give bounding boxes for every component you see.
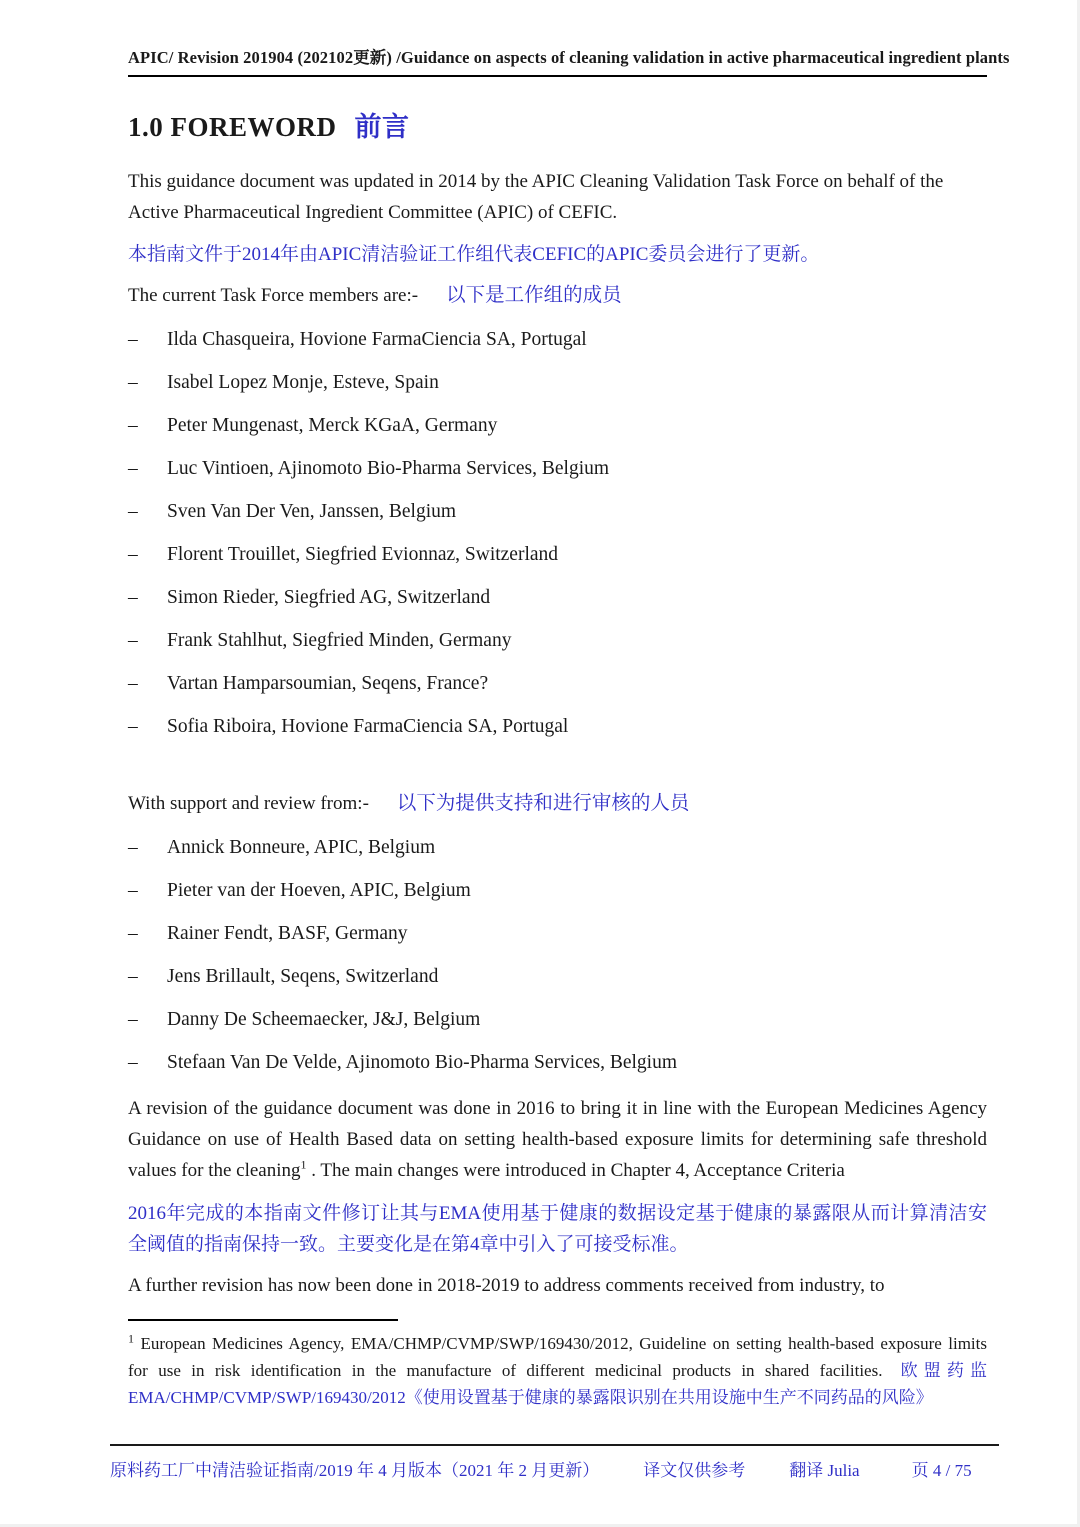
dash-bullet: – — [128, 415, 138, 436]
list-item — [128, 585, 987, 611]
member-text: Ilda Chasqueira, Hovione FarmaCiencia SA, Portugal — [167, 329, 587, 350]
list-item — [128, 671, 987, 697]
dash-bullet: – — [128, 880, 138, 901]
member-text: Sven Van Der Ven, Janssen, Belgium — [167, 501, 457, 522]
footnote-text-zh: 欧盟药监 EMA/CHMP/CVMP/SWP/169430/2012《使用设置基于健康的暴露限识别在共用设施中生产不同药品的风险》 — [128, 1361, 987, 1407]
list-item — [128, 327, 987, 353]
revision-text-before-ref: A revision of the guidance document was done in 2016 to bring it in line with the European Medicines Agency Guidance on use of Health Based data on setting health-based exposure limits for determining safe threshold values for the cleaning — [128, 1098, 987, 1181]
member-text: Pieter van der Hoeven, APIC, Belgium — [167, 880, 471, 901]
intro-paragraph-zh: 本指南文件于2014年由APIC清洁验证工作组代表CEFIC的APIC委员会进行了更新。 — [128, 244, 820, 265]
dash-bullet: – — [128, 923, 138, 944]
revision-2016-paragraph — [128, 1093, 987, 1186]
support-label — [128, 789, 987, 819]
section-title-zh: 前言 — [354, 112, 410, 142]
dash-bullet: – — [128, 630, 138, 651]
member-text: Danny De Scheemaecker, J&J, Belgium — [167, 1009, 481, 1030]
list-item — [128, 1007, 987, 1033]
dash-bullet: – — [128, 587, 138, 608]
section-title-en: 1.0 FOREWORD — [128, 112, 337, 142]
task-force-member-list — [128, 327, 987, 740]
dash-bullet: – — [128, 837, 138, 858]
task-force-label-zh: 以下是工作组的成员 — [446, 285, 622, 306]
member-text: Luc Vintioen, Ajinomoto Bio-Pharma Services, Belgium — [167, 458, 610, 479]
member-text: Annick Bonneure, APIC, Belgium — [167, 837, 436, 858]
support-label-en: With support and review from:- — [128, 793, 369, 814]
dash-bullet: – — [128, 1009, 138, 1030]
list-item — [128, 1050, 987, 1076]
member-text: Peter Mungenast, Merck KGaA, Germany — [167, 415, 498, 436]
footnote-text — [128, 1330, 987, 1411]
list-item — [128, 835, 987, 861]
dash-bullet: – — [128, 966, 138, 987]
list-item — [128, 628, 987, 654]
dash-bullet: – — [128, 716, 138, 737]
dash-bullet: – — [128, 544, 138, 565]
list-item — [128, 370, 987, 396]
footnote-reference: 1 — [300, 1157, 307, 1172]
member-text: Simon Rieder, Siegfried AG, Switzerland — [167, 587, 491, 608]
list-item — [128, 921, 987, 947]
footnote-marker: 1 — [128, 1331, 134, 1346]
further-revision-paragraph: A further revision has now been done in 2018-2019 to address comments received from industry, to — [128, 1275, 885, 1296]
member-text: Frank Stahlhut, Siegfried Minden, Germany — [167, 630, 512, 651]
member-text: Vartan Hamparsoumian, Seqens, France? — [167, 673, 489, 694]
member-text: Isabel Lopez Monje, Esteve, Spain — [167, 372, 439, 393]
member-text: Rainer Fendt, BASF, Germany — [167, 923, 408, 944]
footnote-section — [128, 1319, 987, 1411]
page-header: APIC/ Revision 201904 (202102更新) /Guidance on aspects of cleaning validation in active pharmaceutical ingredient plants — [128, 44, 987, 77]
page-footer — [110, 1444, 999, 1481]
task-force-label — [128, 281, 987, 311]
list-item — [128, 878, 987, 904]
member-text: Jens Brillault, Seqens, Switzerland — [167, 966, 439, 987]
list-item — [128, 413, 987, 439]
support-label-zh: 以下为提供支持和进行审核的人员 — [396, 793, 690, 814]
revision-2016-paragraph-zh: 2016年完成的本指南文件修订让其与EMA使用基于健康的数据设定基于健康的暴露限从而计算清洁安全阈值的指南保持一致。主要变化是在第4章中引入了可接受标准。 — [128, 1203, 987, 1255]
list-item — [128, 964, 987, 990]
footnote-separator — [128, 1319, 398, 1321]
task-force-label-en: The current Task Force members are:- — [128, 285, 419, 306]
dash-bullet: – — [128, 501, 138, 522]
dash-bullet: – — [128, 458, 138, 479]
intro-paragraph-en: This guidance document was updated in 2014 by the APIC Cleaning Validation Task Force on behalf of the Active Pharmaceutical Ingredient Committee (APIC) of CEFIC. — [128, 171, 944, 223]
member-text: Florent Trouillet, Siegfried Evionnaz, Switzerland — [167, 544, 559, 565]
member-text: Sofia Riboira, Hovione FarmaCiencia SA, Portugal — [167, 716, 569, 737]
footer-doc-title: 原料药工厂中清洁验证指南/2019 年 4 月版本（2021 年 2 月更新） — [110, 1461, 600, 1480]
list-item — [128, 499, 987, 525]
list-item — [128, 714, 987, 740]
dash-bullet: – — [128, 372, 138, 393]
footer-page-number: 页 4 / 75 — [911, 1461, 972, 1480]
footer-translator: 翻译 Julia — [789, 1461, 860, 1480]
section-title — [128, 105, 987, 144]
footnote-text-en: European Medicines Agency, EMA/CHMP/CVMP/SWP/169430/2012, Guideline on setting health-based exposure limits for use in risk identification in the manufacture of different medicinal products in shared facilities. — [128, 1334, 987, 1380]
dash-bullet: – — [128, 329, 138, 350]
list-item — [128, 542, 987, 568]
footer-disclaimer: 译文仅供参考 — [643, 1461, 746, 1480]
dash-bullet: – — [128, 673, 138, 694]
list-item — [128, 456, 987, 482]
dash-bullet: – — [128, 1052, 138, 1073]
revision-text-after-ref: . The main changes were introduced in Chapter 4, Acceptance Criteria — [306, 1160, 845, 1181]
member-text: Stefaan Van De Velde, Ajinomoto Bio-Pharma Services, Belgium — [167, 1052, 677, 1073]
support-member-list — [128, 835, 987, 1076]
